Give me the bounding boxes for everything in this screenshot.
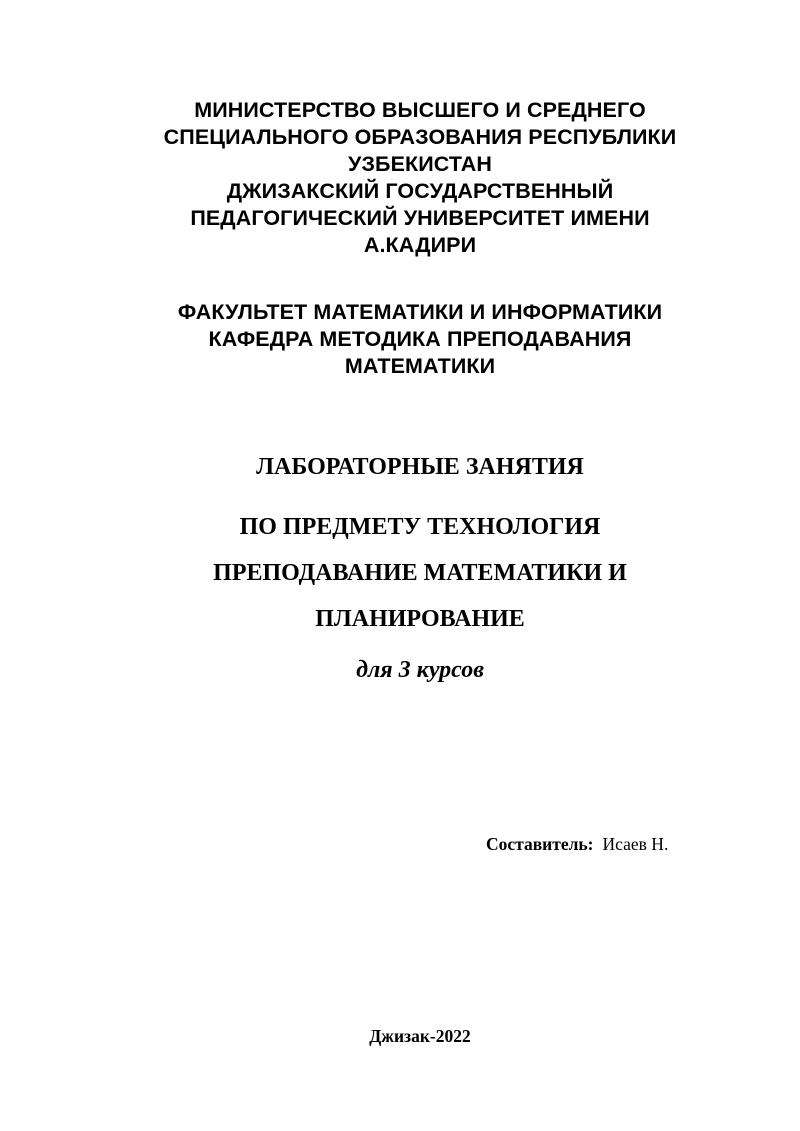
- subject-line-3: ПЛАНИРОВАНИЕ: [315, 606, 525, 632]
- ministry-line-3: УЗБЕКИСТАН: [347, 152, 493, 176]
- university-line-3: А.КАДИРИ: [363, 233, 477, 257]
- department-line-2: МАТЕМАТИКИ: [344, 354, 496, 378]
- subject-title: [100, 513, 740, 651]
- courses-subtitle: для 3 курсов: [356, 657, 484, 683]
- university-line-1: ДЖИЗАКСКИЙ ГОСУДАРСТВЕННЫЙ: [226, 179, 614, 203]
- university-line-2: ПЕДАГОГИЧЕСКИЙ УНИВЕРСИТЕТ ИМЕНИ: [190, 206, 650, 230]
- faculty-heading: [100, 299, 740, 380]
- lab-title: [100, 453, 740, 481]
- city-year: Джизак-2022: [369, 1026, 471, 1046]
- lab-title-text: ЛАБОРАТОРНЫЕ ЗАНЯТИЯ: [256, 454, 584, 480]
- department-line-1: КАФЕДРА МЕТОДИКА ПРЕПОДАВАНИЯ: [208, 327, 632, 351]
- ministry-heading: [100, 97, 740, 259]
- faculty-line-1: ФАКУЛЬТЕТ МАТЕМАТИКИ И ИНФОРМАТИКИ: [177, 300, 663, 324]
- ministry-line-1: МИНИСТЕРСТВО ВЫСШЕГО И СРЕДНЕГО: [194, 98, 646, 122]
- compiler-label: Составитель:: [486, 834, 594, 854]
- ministry-line-2: СПЕЦИАЛЬНОГО ОБРАЗОВАНИЯ РЕСПУБЛИКИ: [163, 125, 677, 149]
- compiler-name: Исаев Н.: [602, 834, 669, 854]
- subject-line-2: ПРЕПОДАВАНИЕ МАТЕМАТИКИ И: [213, 560, 627, 586]
- compiler-info: [486, 833, 668, 855]
- subject-line-1: ПО ПРЕДМЕТУ ТЕХНОЛОГИЯ: [239, 514, 601, 540]
